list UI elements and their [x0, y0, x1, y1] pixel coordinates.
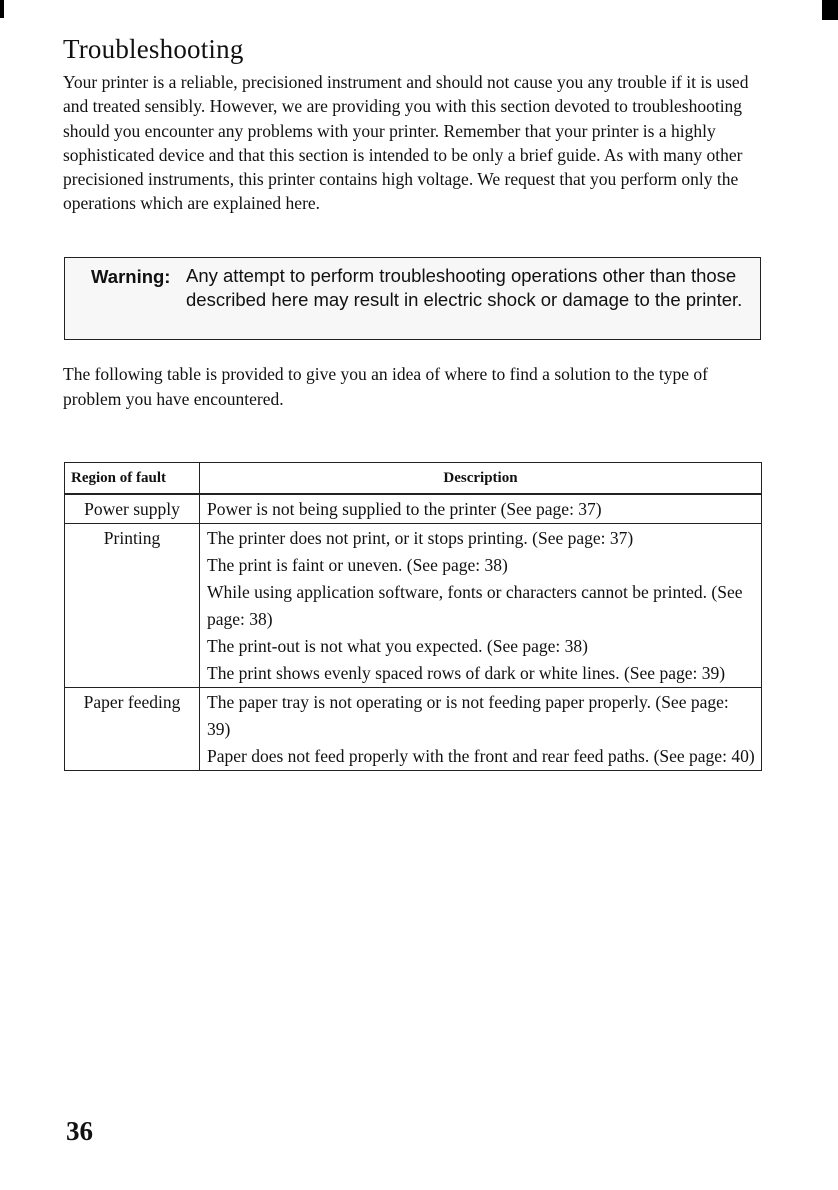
warning-box: [64, 257, 761, 340]
description-line: The print-out is not what you expected. (See page: 38): [207, 636, 589, 656]
table-header-row: [65, 463, 762, 495]
table-row: [65, 494, 762, 524]
description-line: Power is not being supplied to the printer (See page: 37): [207, 499, 602, 519]
scan-edge-mark: [0, 0, 4, 18]
region-cell: Power supply: [65, 494, 200, 524]
region-cell: Paper feeding: [65, 688, 200, 771]
scan-corner-mark: [822, 0, 838, 20]
table-row: [65, 524, 762, 688]
description-cell: [200, 688, 762, 771]
description-line: The paper tray is not operating or is not feeding paper properly. (See page: 39): [207, 692, 729, 739]
description-line: The printer does not print, or it stops printing. (See page: 37): [207, 528, 634, 548]
header-region-of-fault: Region of fault: [65, 463, 200, 495]
description-line: The print is faint or uneven. (See page: 38): [207, 555, 508, 575]
troubleshooting-table: [64, 462, 762, 771]
header-description: Description: [200, 463, 762, 495]
region-cell: Printing: [65, 524, 200, 688]
description-line: While using application software, fonts or characters cannot be printed. (See page: 38): [207, 582, 743, 629]
warning-label: Warning:: [91, 266, 171, 287]
description-line: The print shows evenly spaced rows of dark or white lines. (See page: 39): [207, 663, 726, 683]
description-cell: [200, 524, 762, 688]
description-cell: [200, 494, 762, 524]
intro-paragraph: Your printer is a reliable, precisioned instrument and should not cause you any trouble if it is used and treated sensibly. However, we are providing you with this section devoted to troubleshooting should you encounter any problems with your printer. Remember that your printer is a highly sophisticated device and that this section is intended to be only a brief guide. As with many other precisioned instruments, this printer contains high voltage. We request that you perform only the operations which are explained here.: [63, 72, 749, 214]
table-row: [65, 688, 762, 771]
page-title: Troubleshooting: [63, 34, 244, 64]
warning-text: Any attempt to perform troubleshooting operations other than those described here may result in electric shock or damage to the printer.: [186, 265, 743, 310]
description-line: Paper does not feed properly with the front and rear feed paths. (See page: 40): [207, 746, 755, 766]
table-intro-paragraph: The following table is provided to give you an idea of where to find a solution to the type of problem you have encountered.: [63, 364, 708, 409]
page-number: 36: [66, 1116, 93, 1146]
